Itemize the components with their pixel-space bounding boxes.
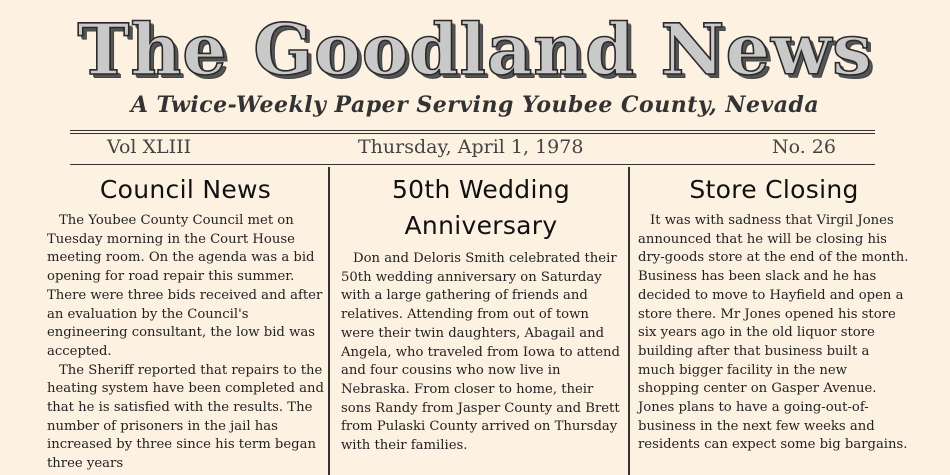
volume-label: Vol XLIII [107, 136, 192, 158]
issue-info-bar [70, 136, 875, 164]
article-wedding-anniversary [341, 172, 621, 456]
column-divider-left [328, 167, 330, 475]
top-rule-outer [70, 130, 875, 131]
article-council-news [47, 172, 324, 474]
article-paragraph: It was with sadness that Virgil Jones announced that he will be closing his dry-goods store at the end of the month. Business has been slack and he has decided to move to Hayfield and open a store there. Mr Jones opened his store six years ago in the old liquor store building after that business built a much bigger facility in the new shopping center on Gasper Avenue. Jones plans to have a going-out-of-business in the next few weeks and residents can expect some big bargains. [638, 213, 909, 453]
article-headline: Council News [99, 175, 272, 204]
article-headline: 50th Wedding Anniversary [391, 175, 571, 240]
article-store-closing [638, 172, 910, 455]
issue-number: No. 26 [772, 136, 836, 158]
article-paragraph: Don and Deloris Smith celebrated their 50th wedding anniversary on Saturday with a large gathering of friends and relatives. Attending from out of town were their twin daughters, Abagail and Angela, who traveled from Iowa to attend and four cousins who now live in Nebraska. From closer to home, their sons Randy from Jasper County and Brett from Pulaski County arrived on Thursday with their families. [341, 251, 620, 454]
bottom-rule [70, 164, 875, 165]
top-rule-inner [70, 133, 875, 134]
article-paragraph: The Sheriff reported that repairs to the heating system have been completed and that he is satisfied with the results. The number of prisoners in the jail has increased by three since his term began three years [47, 362, 324, 472]
issue-date: Thursday, April 1, 1978 [358, 136, 584, 158]
newspaper-subtitle: A Twice-Weekly Paper Serving Youbee County, Nevada [130, 92, 820, 118]
column-divider-right [628, 167, 630, 475]
article-paragraph: The Youbee County Council met on Tuesday morning in the Court House meeting room. On the agenda was a bid opening for road repair this summer. There were three bids received and after an evaluation by the Council's engineering consultant, the low bid was accepted. [47, 213, 323, 359]
article-headline: Store Closing [689, 175, 859, 204]
newspaper-title: The Goodland News [77, 8, 873, 91]
